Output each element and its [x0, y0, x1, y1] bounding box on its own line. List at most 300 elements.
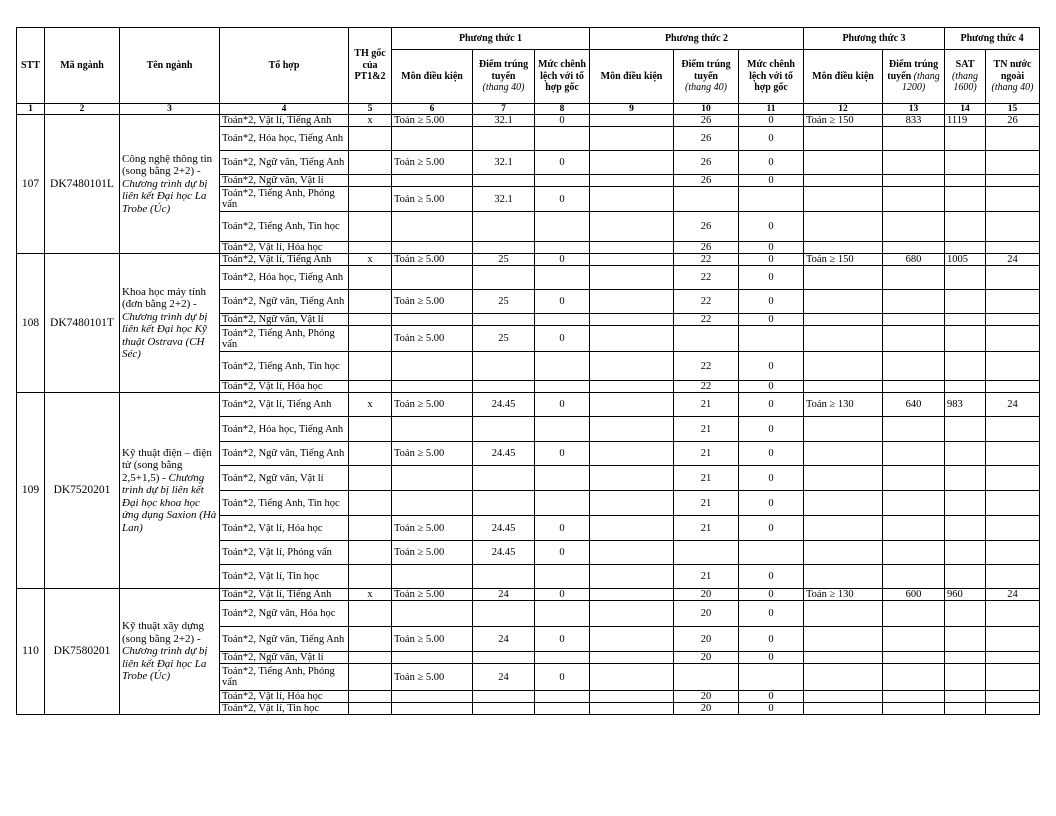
pt3-score-cell: [883, 326, 945, 352]
combination-cell: Toán*2, Ngữ văn, Tiếng Anh: [220, 442, 349, 466]
pt2-condition-cell: [590, 290, 674, 314]
combination-cell: Toán*2, Vật lí, Phỏng vấn: [220, 541, 349, 565]
program-name-main: Kỹ thuật điện – điện tử (song bằng 2,5+1,5) -: [122, 446, 212, 484]
pt2-condition-cell: [590, 326, 674, 352]
pt1-diff-cell: 0: [535, 115, 590, 127]
table-body: [17, 115, 1040, 715]
pt2-score-cell: 22: [674, 381, 739, 393]
pt3-score-cell: [883, 466, 945, 491]
pt3-condition-cell: [804, 703, 883, 715]
pt3-condition-cell: [804, 266, 883, 290]
program-stt: 107: [17, 115, 45, 254]
foreign-exam-score-cell: [986, 664, 1040, 691]
pt2-condition-cell: [590, 417, 674, 442]
sat-score-cell: [945, 242, 986, 254]
sat-score-cell: [945, 127, 986, 151]
pt2-score-cell: 21: [674, 442, 739, 466]
sat-score-cell: [945, 691, 986, 703]
pt3-score-cell: [883, 652, 945, 664]
sat-score-cell: [945, 703, 986, 715]
pt3-condition-cell: [804, 664, 883, 691]
pt3-condition-cell: [804, 601, 883, 627]
foreign-exam-score-cell: [986, 290, 1040, 314]
pt1-diff-cell: 0: [535, 541, 590, 565]
pt2-score-cell: 22: [674, 352, 739, 381]
sat-score-cell: [945, 352, 986, 381]
pt3-score-cell: [883, 601, 945, 627]
pt2-condition-cell: [590, 314, 674, 326]
th-goc-cell: [349, 212, 392, 242]
pt1-diff-cell: [535, 691, 590, 703]
pt1-score-cell: [473, 381, 535, 393]
th-goc-cell: [349, 664, 392, 691]
th-goc-cell: x: [349, 393, 392, 417]
combination-cell: Toán*2, Hóa học, Tiếng Anh: [220, 266, 349, 290]
pt2-condition-cell: [590, 381, 674, 393]
sat-score-cell: [945, 466, 986, 491]
pt3-condition-cell: [804, 627, 883, 652]
program-name-main: Khoa học máy tính (đơn bằng 2+2) -: [122, 285, 207, 310]
th-goc-cell: [349, 352, 392, 381]
foreign-exam-score-cell: 24: [986, 254, 1040, 266]
pt3-score-cell: [883, 266, 945, 290]
pt1-diff-cell: 0: [535, 516, 590, 541]
pt1-condition-cell: Toán ≥ 5.00: [392, 541, 473, 565]
sat-score-cell: [945, 290, 986, 314]
pt1-condition-cell: Toán ≥ 5.00: [392, 187, 473, 212]
program-code: DK7480101T: [45, 254, 120, 393]
pt1-score-cell: [473, 466, 535, 491]
sat-score-cell: [945, 314, 986, 326]
pt1-condition-cell: [392, 703, 473, 715]
pt1-diff-cell: 0: [535, 290, 590, 314]
pt2-condition-cell: [590, 466, 674, 491]
pt3-score-cell: 600: [883, 589, 945, 601]
pt2-diff-cell: 0: [739, 381, 804, 393]
pt2-diff-cell: 0: [739, 151, 804, 175]
pt1-score-cell: [473, 212, 535, 242]
pt2-diff-cell: 0: [739, 417, 804, 442]
combination-cell: Toán*2, Tiếng Anh, Phỏng vấn: [220, 187, 349, 212]
pt1-diff-cell: [535, 175, 590, 187]
pt2-diff-cell: 0: [739, 516, 804, 541]
pt3-score-cell: [883, 516, 945, 541]
pt3-score-cell: [883, 187, 945, 212]
pt2-condition-cell: [590, 212, 674, 242]
combination-cell: Toán*2, Vật lí, Hóa học: [220, 516, 349, 541]
pt3-condition-cell: [804, 314, 883, 326]
pt1-score-cell: [473, 127, 535, 151]
pt2-diff-cell: 0: [739, 691, 804, 703]
foreign-exam-score-cell: [986, 212, 1040, 242]
foreign-exam-score-cell: [986, 381, 1040, 393]
pt3-condition-cell: Toán ≥ 130: [804, 393, 883, 417]
pt3-condition-cell: Toán ≥ 130: [804, 589, 883, 601]
pt1-score-cell: 24.45: [473, 516, 535, 541]
pt1-diff-cell: [535, 242, 590, 254]
pt1-condition-cell: [392, 266, 473, 290]
pt2-diff-cell: 0: [739, 127, 804, 151]
sat-score-cell: [945, 442, 986, 466]
pt1-diff-cell: 0: [535, 187, 590, 212]
combination-cell: Toán*2, Vật lí, Tiếng Anh: [220, 393, 349, 417]
pt1-score-cell: 32.1: [473, 115, 535, 127]
pt2-score-cell: 21: [674, 565, 739, 589]
combination-cell: Toán*2, Ngữ văn, Vật lí: [220, 466, 349, 491]
combination-cell: Toán*2, Ngữ văn, Tiếng Anh: [220, 290, 349, 314]
pt1-condition-cell: Toán ≥ 5.00: [392, 589, 473, 601]
th-goc-cell: [349, 691, 392, 703]
pt1-score-cell: [473, 491, 535, 516]
pt1-score-cell: [473, 314, 535, 326]
th-goc-cell: [349, 466, 392, 491]
program-name-partner: Chương trình dự bị liên kết Đại học Kỹ thuật Ostrava (CH Séc): [122, 310, 208, 360]
program-name-main: Kỹ thuật xây dựng (song bằng 2+2) -: [122, 620, 205, 645]
pt2-score-cell: 20: [674, 627, 739, 652]
pt2-condition-cell: [590, 491, 674, 516]
foreign-exam-score-cell: [986, 127, 1040, 151]
th-goc-cell: [349, 266, 392, 290]
foreign-exam-score-cell: [986, 175, 1040, 187]
pt1-score-cell: [473, 601, 535, 627]
pt1-condition-cell: Toán ≥ 5.00: [392, 442, 473, 466]
sat-score-cell: [945, 541, 986, 565]
sat-score-cell: [945, 664, 986, 691]
pt3-condition-cell: [804, 175, 883, 187]
sat-score-cell: [945, 151, 986, 175]
pt2-score-cell: 22: [674, 254, 739, 266]
pt1-score-cell: 24.45: [473, 442, 535, 466]
pt3-score-cell: [883, 491, 945, 516]
header-phuong-thuc-4: Phương thức 4: [945, 28, 1040, 50]
column-number: 14: [945, 104, 986, 115]
program-name-main: Công nghệ thông tin (song bằng 2+2) -: [122, 152, 213, 178]
pt1-diff-cell: 0: [535, 589, 590, 601]
foreign-exam-score-cell: [986, 242, 1040, 254]
pt2-condition-cell: [590, 442, 674, 466]
pt3-score-cell: 680: [883, 254, 945, 266]
program-name-partner: Chương trình dự bị liên kết Đại học La Trobe (Úc): [122, 177, 208, 215]
pt1-score-cell: [473, 417, 535, 442]
pt3-score-cell: [883, 541, 945, 565]
header-tn-nuoc-ngoai: TN nước ngoài (thang 40): [986, 50, 1040, 104]
pt1-diff-cell: [535, 314, 590, 326]
pt3-condition-cell: [804, 491, 883, 516]
pt2-score-cell: 20: [674, 601, 739, 627]
pt2-score-cell: 26: [674, 242, 739, 254]
pt2-diff-cell: 0: [739, 601, 804, 627]
table-row: [17, 589, 1040, 601]
pt2-condition-cell: [590, 175, 674, 187]
pt3-condition-cell: [804, 212, 883, 242]
pt2-condition-cell: [590, 516, 674, 541]
pt3-score-cell: [883, 314, 945, 326]
header-phuong-thuc-3: Phương thức 3: [804, 28, 945, 50]
combination-cell: Toán*2, Vật lí, Hóa học: [220, 242, 349, 254]
sat-score-cell: [945, 212, 986, 242]
header-to-hop: Tổ hợp: [220, 28, 349, 104]
pt2-score-cell: [674, 664, 739, 691]
combination-cell: Toán*2, Tiếng Anh, Tin học: [220, 491, 349, 516]
header-pt2-diem: Điểm trúng tuyển (thang 40): [674, 50, 739, 104]
pt2-diff-cell: [739, 326, 804, 352]
combination-cell: Toán*2, Tiếng Anh, Tin học: [220, 212, 349, 242]
th-goc-cell: [349, 175, 392, 187]
pt2-diff-cell: 0: [739, 212, 804, 242]
column-number: 13: [883, 104, 945, 115]
foreign-exam-score-cell: [986, 491, 1040, 516]
program-name-partner: Chương trình dự bị liên kết Đại học khoa học ứng dụng Saxion (Hà Lan): [122, 471, 217, 534]
header-pt3-mon-dieu-kien: Môn điều kiện: [804, 50, 883, 104]
column-number-row: [17, 104, 1040, 115]
pt3-condition-cell: [804, 691, 883, 703]
header-pt1-mon-dieu-kien: Môn điều kiện: [392, 50, 473, 104]
th-goc-cell: [349, 541, 392, 565]
pt1-condition-cell: [392, 652, 473, 664]
foreign-exam-score-cell: [986, 516, 1040, 541]
foreign-exam-score-cell: [986, 326, 1040, 352]
sat-score-cell: [945, 187, 986, 212]
header-pt3-diem: Điểm trúng tuyển (thang 1200): [883, 50, 945, 104]
pt3-condition-cell: [804, 442, 883, 466]
pt2-score-cell: 26: [674, 212, 739, 242]
column-number: 11: [739, 104, 804, 115]
pt3-score-cell: [883, 565, 945, 589]
pt2-diff-cell: 0: [739, 565, 804, 589]
pt2-condition-cell: [590, 254, 674, 266]
program-stt: 108: [17, 254, 45, 393]
pt1-condition-cell: [392, 691, 473, 703]
pt2-score-cell: 21: [674, 516, 739, 541]
pt2-score-cell: 21: [674, 417, 739, 442]
pt1-diff-cell: [535, 417, 590, 442]
header-pt2-chenh-lech: Mức chênh lệch với tổ hợp gốc: [739, 50, 804, 104]
pt1-condition-cell: [392, 417, 473, 442]
pt3-condition-cell: [804, 151, 883, 175]
pt1-diff-cell: [535, 466, 590, 491]
pt1-condition-cell: [392, 175, 473, 187]
pt3-score-cell: [883, 627, 945, 652]
table-row: [17, 393, 1040, 417]
pt2-diff-cell: 0: [739, 290, 804, 314]
th-goc-cell: [349, 326, 392, 352]
admission-scores-table: [16, 27, 1040, 715]
pt3-condition-cell: [804, 242, 883, 254]
foreign-exam-score-cell: [986, 627, 1040, 652]
pt2-condition-cell: [590, 703, 674, 715]
pt3-score-cell: [883, 127, 945, 151]
pt1-condition-cell: [392, 212, 473, 242]
th-goc-cell: [349, 516, 392, 541]
pt1-condition-cell: [392, 381, 473, 393]
combination-cell: Toán*2, Vật lí, Tiếng Anh: [220, 115, 349, 127]
pt1-condition-cell: [392, 491, 473, 516]
pt2-condition-cell: [590, 589, 674, 601]
pt2-condition-cell: [590, 115, 674, 127]
combination-cell: Toán*2, Tiếng Anh, Tin học: [220, 352, 349, 381]
foreign-exam-score-cell: [986, 703, 1040, 715]
pt1-diff-cell: 0: [535, 254, 590, 266]
th-goc-cell: [349, 703, 392, 715]
column-number: 7: [473, 104, 535, 115]
th-goc-cell: [349, 290, 392, 314]
pt3-condition-cell: [804, 127, 883, 151]
th-goc-cell: [349, 417, 392, 442]
pt1-score-cell: 25: [473, 326, 535, 352]
pt3-condition-cell: [804, 417, 883, 442]
pt2-condition-cell: [590, 393, 674, 417]
foreign-exam-score-cell: [986, 352, 1040, 381]
combination-cell: Toán*2, Vật lí, Tin học: [220, 703, 349, 715]
pt2-score-cell: 20: [674, 652, 739, 664]
th-goc-cell: [349, 242, 392, 254]
th-goc-cell: [349, 601, 392, 627]
combination-cell: Toán*2, Ngữ văn, Tiếng Anh: [220, 627, 349, 652]
pt2-condition-cell: [590, 187, 674, 212]
pt2-condition-cell: [590, 601, 674, 627]
column-number: 1: [17, 104, 45, 115]
pt3-score-cell: [883, 703, 945, 715]
combination-cell: Toán*2, Vật lí, Hóa học: [220, 691, 349, 703]
pt1-condition-cell: Toán ≥ 5.00: [392, 326, 473, 352]
th-goc-cell: [349, 187, 392, 212]
pt2-score-cell: 21: [674, 466, 739, 491]
pt1-score-cell: 32.1: [473, 187, 535, 212]
pt2-score-cell: 26: [674, 127, 739, 151]
pt2-diff-cell: [739, 664, 804, 691]
pt3-score-cell: [883, 175, 945, 187]
table-header: [17, 28, 1040, 115]
column-number: 15: [986, 104, 1040, 115]
program-name-partner: Chương trình dự bị liên kết Đại học La Trobe (Úc): [122, 645, 208, 683]
program-name: [120, 589, 220, 715]
pt2-score-cell: 21: [674, 393, 739, 417]
pt2-diff-cell: [739, 541, 804, 565]
pt2-score-cell: 26: [674, 151, 739, 175]
pt3-condition-cell: [804, 326, 883, 352]
pt1-score-cell: 25: [473, 290, 535, 314]
sat-score-cell: 960: [945, 589, 986, 601]
pt2-diff-cell: 0: [739, 115, 804, 127]
program-code: DK7520201: [45, 393, 120, 589]
combination-cell: Toán*2, Tiếng Anh, Phỏng vấn: [220, 664, 349, 691]
pt2-score-cell: 20: [674, 703, 739, 715]
th-goc-cell: [349, 314, 392, 326]
pt1-diff-cell: 0: [535, 151, 590, 175]
pt3-score-cell: [883, 151, 945, 175]
pt1-condition-cell: [392, 565, 473, 589]
pt2-score-cell: 21: [674, 491, 739, 516]
pt3-condition-cell: [804, 352, 883, 381]
pt2-diff-cell: 0: [739, 652, 804, 664]
pt2-condition-cell: [590, 627, 674, 652]
pt3-score-cell: [883, 290, 945, 314]
program-stt: 109: [17, 393, 45, 589]
th-goc-cell: x: [349, 254, 392, 266]
pt2-score-cell: 22: [674, 266, 739, 290]
th-goc-cell: [349, 442, 392, 466]
column-number: 2: [45, 104, 120, 115]
pt1-diff-cell: [535, 266, 590, 290]
th-goc-cell: x: [349, 115, 392, 127]
combination-cell: Toán*2, Hóa học, Tiếng Anh: [220, 127, 349, 151]
pt1-score-cell: [473, 242, 535, 254]
pt3-condition-cell: Toán ≥ 150: [804, 115, 883, 127]
sat-score-cell: 1119: [945, 115, 986, 127]
pt2-score-cell: [674, 541, 739, 565]
pt2-diff-cell: 0: [739, 266, 804, 290]
pt1-diff-cell: [535, 703, 590, 715]
header-pt1-diem: Điểm trúng tuyển (thang 40): [473, 50, 535, 104]
foreign-exam-score-cell: [986, 442, 1040, 466]
pt1-diff-cell: [535, 212, 590, 242]
pt2-condition-cell: [590, 242, 674, 254]
pt2-diff-cell: 0: [739, 393, 804, 417]
sat-score-cell: [945, 516, 986, 541]
pt2-condition-cell: [590, 352, 674, 381]
pt2-condition-cell: [590, 664, 674, 691]
pt3-score-cell: 640: [883, 393, 945, 417]
pt2-condition-cell: [590, 151, 674, 175]
pt2-diff-cell: 0: [739, 442, 804, 466]
pt1-diff-cell: [535, 127, 590, 151]
th-goc-cell: [349, 381, 392, 393]
pt1-score-cell: 25: [473, 254, 535, 266]
pt1-condition-cell: [392, 127, 473, 151]
header-ma-nganh: Mã ngành: [45, 28, 120, 104]
pt1-diff-cell: 0: [535, 393, 590, 417]
foreign-exam-score-cell: [986, 466, 1040, 491]
pt2-diff-cell: 0: [739, 703, 804, 715]
header-pt1-chenh-lech: Mức chênh lệch với tổ hợp gốc: [535, 50, 590, 104]
sat-score-cell: [945, 601, 986, 627]
pt1-score-cell: [473, 691, 535, 703]
pt1-diff-cell: 0: [535, 442, 590, 466]
combination-cell: Toán*2, Vật lí, Tin học: [220, 565, 349, 589]
pt2-score-cell: 26: [674, 175, 739, 187]
header-th-goc: TH gốc của PT1&2: [349, 28, 392, 104]
combination-cell: Toán*2, Vật lí, Hóa học: [220, 381, 349, 393]
foreign-exam-score-cell: [986, 541, 1040, 565]
pt1-diff-cell: [535, 652, 590, 664]
combination-cell: Toán*2, Vật lí, Tiếng Anh: [220, 589, 349, 601]
pt1-diff-cell: [535, 601, 590, 627]
header-phuong-thuc-2: Phương thức 2: [590, 28, 804, 50]
pt1-condition-cell: Toán ≥ 5.00: [392, 393, 473, 417]
pt1-condition-cell: [392, 352, 473, 381]
pt2-diff-cell: 0: [739, 627, 804, 652]
th-goc-cell: [349, 565, 392, 589]
th-goc-cell: [349, 627, 392, 652]
combination-cell: Toán*2, Hóa học, Tiếng Anh: [220, 417, 349, 442]
foreign-exam-score-cell: [986, 151, 1040, 175]
sat-score-cell: [945, 565, 986, 589]
pt1-condition-cell: Toán ≥ 5.00: [392, 115, 473, 127]
header-sat: SAT (thang 1600): [945, 50, 986, 104]
sat-score-cell: 983: [945, 393, 986, 417]
pt3-score-cell: [883, 442, 945, 466]
pt1-score-cell: [473, 352, 535, 381]
pt2-diff-cell: [739, 187, 804, 212]
pt2-score-cell: [674, 326, 739, 352]
pt2-score-cell: 26: [674, 115, 739, 127]
pt2-diff-cell: 0: [739, 491, 804, 516]
pt1-condition-cell: [392, 314, 473, 326]
pt3-score-cell: [883, 381, 945, 393]
foreign-exam-score-cell: 26: [986, 115, 1040, 127]
program-name: [120, 115, 220, 254]
th-goc-cell: [349, 151, 392, 175]
